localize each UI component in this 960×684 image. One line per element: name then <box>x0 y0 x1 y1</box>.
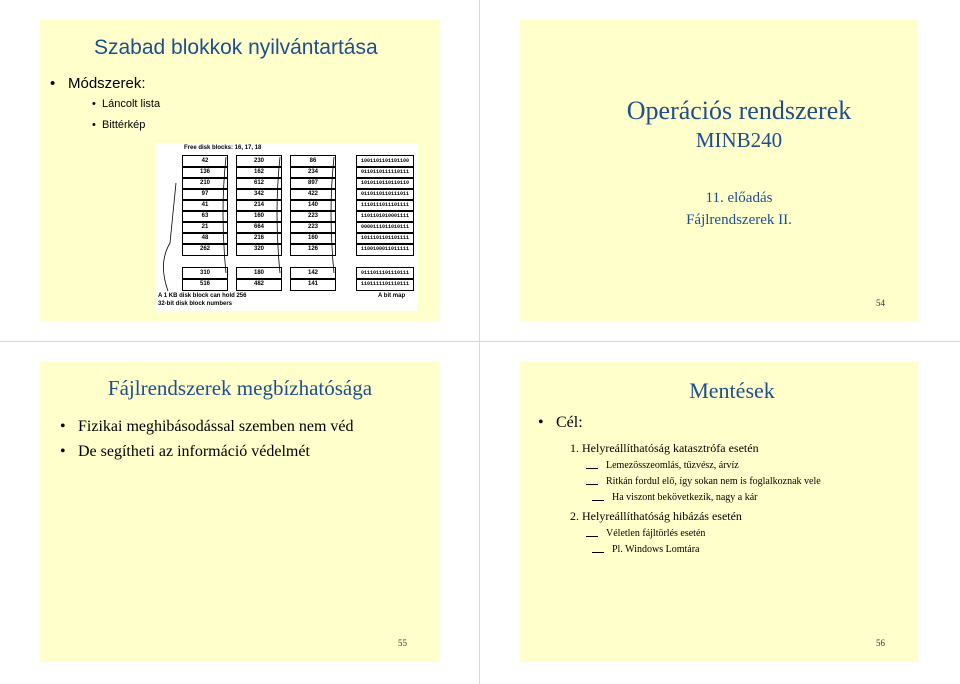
cell-divider-v <box>479 0 480 684</box>
disk-block-cell: 48 <box>182 232 228 245</box>
page-number: 55 <box>398 638 407 648</box>
caption-right: A bit map <box>378 293 406 299</box>
lecture-number: 11. előadás <box>705 190 773 206</box>
bitmap-row: 0110110110111011 <box>356 188 414 201</box>
bullet-protection: • De segítheti az információ védelmét <box>78 443 310 461</box>
goal-sub-2: Ritkán fordul elő, így sokan nem is foglalkoznak vele <box>606 476 821 487</box>
slide-title: Fájlrendszerek megbízhatósága <box>107 376 373 400</box>
figure-header: Free disk blocks: 16, 17, 18 <box>184 145 262 151</box>
disk-block-cell: 612 <box>236 177 282 190</box>
methods-heading: • Módszerek: <box>68 75 146 92</box>
goal-sub-4: Véletlen fájltörlés esetén <box>606 528 706 539</box>
caption-left-2: 32-bit disk block numbers <box>158 301 233 307</box>
bitmap-row: 0000111011010111 <box>356 221 414 234</box>
bitmap-row: 1101111101110111 <box>356 278 414 291</box>
disk-block-cell: 230 <box>236 155 282 168</box>
disk-block-cell: 214 <box>236 199 282 212</box>
disk-block-cell: 86 <box>290 155 336 168</box>
slide-title-page <box>520 20 918 321</box>
disk-block-cell: 162 <box>236 166 282 179</box>
disk-block-cell: 42 <box>182 155 228 168</box>
bitmap-row: 1100100011011111 <box>356 243 414 256</box>
disk-block-cell: 160 <box>236 210 282 223</box>
disk-block-cell: 223 <box>290 210 336 223</box>
slide-reliability <box>40 362 440 662</box>
disk-block-cell: 136 <box>182 166 228 179</box>
disk-block-cell: 216 <box>236 232 282 245</box>
slide-backups <box>520 362 918 662</box>
lecture-topic: Fájlrendszerek II. <box>686 212 792 228</box>
slide-title: Szabad blokkok nyilvántartása <box>94 36 378 59</box>
disk-block-cell: 320 <box>236 243 282 256</box>
goal-item-2: 2. Helyreállíthatóság hibázás esetén <box>570 509 742 523</box>
disk-block-cell: 262 <box>182 243 228 256</box>
bitmap-row: 1110111011101111 <box>356 199 414 212</box>
disk-block-cell: 142 <box>290 267 336 280</box>
disk-block-cell: 223 <box>290 221 336 234</box>
bitmap-row: 1001101101101100 <box>356 155 414 168</box>
slide-free-blocks <box>40 20 440 321</box>
goal-sub-1: Lemezösszeomlás, tűzvész, árvíz <box>606 460 739 471</box>
bitmap-row: 1101101010001111 <box>356 210 414 223</box>
disk-block-cell: 21 <box>182 221 228 234</box>
method-linked-list: • Láncolt lista <box>92 98 161 110</box>
method-bitmap: • Bittérkép <box>92 119 146 131</box>
disk-block-cell: 41 <box>182 199 228 212</box>
goal-sub-5: Pl. Windows Lomtára <box>612 544 700 555</box>
disk-block-cell: 482 <box>236 278 282 291</box>
bitmap-row: 0110110111110111 <box>356 166 414 179</box>
disk-block-cell: 897 <box>290 177 336 190</box>
bullet-physical: • Fizikai meghibásodással szemben nem véd <box>78 418 353 436</box>
goal-sub-3: Ha viszont bekövetkezik, nagy a kár <box>612 492 758 503</box>
bitmap-row: 1011101101101111 <box>356 232 414 245</box>
disk-block-cell: 63 <box>182 210 228 223</box>
goal-item-1: 1. Helyreállíthatóság katasztrófa esetén <box>570 441 759 455</box>
page-number: 54 <box>876 298 885 308</box>
disk-block-cell: 180 <box>236 267 282 280</box>
course-title: Operációs rendszerek <box>626 96 852 125</box>
course-code: MINB240 <box>695 128 783 152</box>
disk-block-cell: 97 <box>182 188 228 201</box>
disk-block-cell: 664 <box>236 221 282 234</box>
goal-heading: • Cél: <box>556 414 583 432</box>
cell-divider-h <box>0 341 960 342</box>
disk-block-cell: 422 <box>290 188 336 201</box>
disk-block-cell: 140 <box>290 199 336 212</box>
bitmap-row: 1010110110110110 <box>356 177 414 190</box>
caption-left-1: A 1 KB disk block can hold 256 <box>158 293 247 299</box>
disk-block-cell: 234 <box>290 166 336 179</box>
disk-block-cell: 342 <box>236 188 282 201</box>
disk-block-cell: 516 <box>182 278 228 291</box>
bitmap-row: 0111011101110111 <box>356 267 414 280</box>
slide-title: Mentések <box>689 378 775 403</box>
disk-block-cell: 160 <box>290 232 336 245</box>
free-blocks-figure <box>156 143 418 311</box>
disk-block-cell: 210 <box>182 177 228 190</box>
disk-block-cell: 126 <box>290 243 336 256</box>
disk-block-cell: 141 <box>290 278 336 291</box>
page-number: 56 <box>876 638 885 648</box>
disk-block-cell: 310 <box>182 267 228 280</box>
